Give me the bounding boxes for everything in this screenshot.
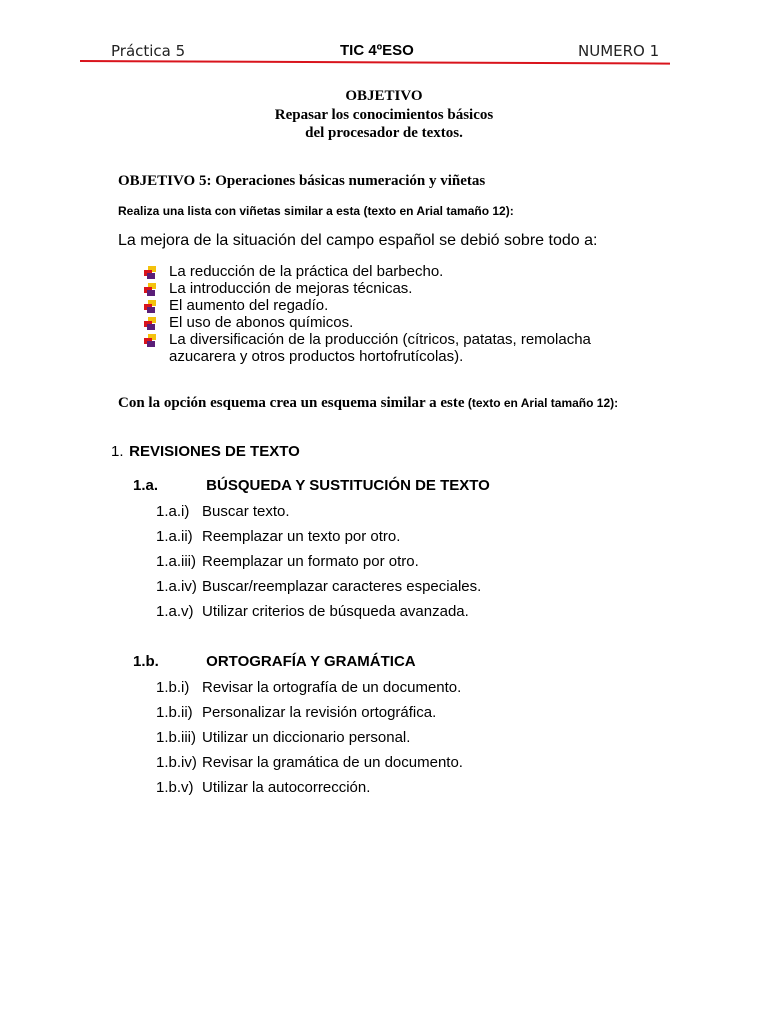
intro-sentence: La mejora de la situación del campo español se debió sobre todo a: xyxy=(118,232,598,249)
list-item xyxy=(143,297,643,314)
outline-section-a xyxy=(133,477,490,494)
outline-item xyxy=(156,503,290,520)
list-item-text: La diversificación de la producción (cítricos, patatas, remolacha azucarera y otros productos hortofrutícolas). xyxy=(169,331,591,365)
outline-item-text: Reemplazar un formato por otro. xyxy=(202,553,419,570)
objective-line-1: Repasar los conocimientos básicos xyxy=(274,107,494,123)
outline-instruction-main: Con la opción esquema crea un esquema similar a este xyxy=(118,395,465,411)
list-item-text: La introducción de mejoras técnicas. xyxy=(169,280,413,297)
list-item-text: La reducción de la práctica del barbecho. xyxy=(169,263,444,280)
outline-item xyxy=(156,729,410,746)
outline-item xyxy=(156,779,370,796)
outline-item-text: Reemplazar un texto por otro. xyxy=(202,528,401,545)
outline-item xyxy=(156,603,469,620)
outline-number: 1.b.iii) xyxy=(156,729,197,746)
bullet-list-instruction: Realiza una lista con viñetas similar a esta (texto en Arial tamaño 12): xyxy=(118,204,514,218)
header-course: TIC 4ºESO xyxy=(340,42,414,59)
outline-item-text: Utilizar la autocorrección. xyxy=(202,779,371,796)
outline-heading: ORTOGRAFÍA Y GRAMÁTICA xyxy=(206,653,416,670)
outline-item-text: Personalizar la revisión ortográfica. xyxy=(202,704,437,721)
outline-instruction-note: (texto en Arial tamaño 12): xyxy=(464,396,619,410)
outline-item xyxy=(156,704,436,721)
outline-heading: BÚSQUEDA Y SUSTITUCIÓN DE TEXTO xyxy=(206,477,490,494)
outline-item-text: Buscar/reemplazar caracteres especiales. xyxy=(202,578,482,595)
outline-item xyxy=(156,553,419,570)
header-practice: Práctica 5 xyxy=(111,42,186,60)
stacked-squares-icon xyxy=(143,266,158,279)
outline-number: 1.a.v) xyxy=(156,603,194,620)
stacked-squares-icon xyxy=(143,317,158,330)
outline-number: 1.a.i) xyxy=(156,503,190,520)
outline-item xyxy=(156,679,461,696)
outline-number: 1.b.i) xyxy=(156,679,190,696)
outline-number: 1.b.iv) xyxy=(156,754,197,771)
list-item-text: El aumento del regadío. xyxy=(169,297,329,314)
outline-item xyxy=(156,528,400,545)
outline-item-text: Buscar texto. xyxy=(202,503,290,520)
objective-5-heading: OBJETIVO 5: Operaciones básicas numeración y viñetas xyxy=(118,173,486,189)
list-item-text: El uso de abonos químicos. xyxy=(169,314,354,331)
outline-number: 1.b.ii) xyxy=(156,704,193,721)
outline-item-text: Revisar la ortografía de un documento. xyxy=(202,679,462,696)
outline-item xyxy=(156,578,481,595)
outline-level-1 xyxy=(111,443,300,460)
header-divider xyxy=(80,60,670,65)
outline-item-text: Revisar la gramática de un documento. xyxy=(202,754,463,771)
outline-number: 1. xyxy=(111,443,124,460)
bullet-list xyxy=(143,263,643,365)
outline-item xyxy=(156,754,463,771)
list-item xyxy=(143,280,643,297)
outline-item-text: Utilizar criterios de búsqueda avanzada. xyxy=(202,603,469,620)
stacked-squares-icon xyxy=(143,300,158,313)
outline-number: 1.a.ii) xyxy=(156,528,193,545)
outline-number: 1.b. xyxy=(133,653,159,670)
outline-number: 1.a.iii) xyxy=(156,553,197,570)
header-number: NUMERO 1 xyxy=(578,42,660,60)
objective-line-2: del procesador de textos. xyxy=(305,125,463,141)
list-item xyxy=(143,331,643,365)
list-item xyxy=(143,314,643,331)
stacked-squares-icon xyxy=(143,334,158,347)
outline-number: 1.a. xyxy=(133,477,159,494)
list-item xyxy=(143,263,643,280)
outline-number: 1.a.iv) xyxy=(156,578,197,595)
outline-heading: REVISIONES DE TEXTO xyxy=(129,443,300,460)
objective-title: OBJETIVO xyxy=(345,88,423,104)
stacked-squares-icon xyxy=(143,283,158,296)
outline-section-b xyxy=(133,653,416,670)
outline-item-text: Utilizar un diccionario personal. xyxy=(202,729,411,746)
outline-instruction xyxy=(118,394,618,412)
outline-number: 1.b.v) xyxy=(156,779,194,796)
